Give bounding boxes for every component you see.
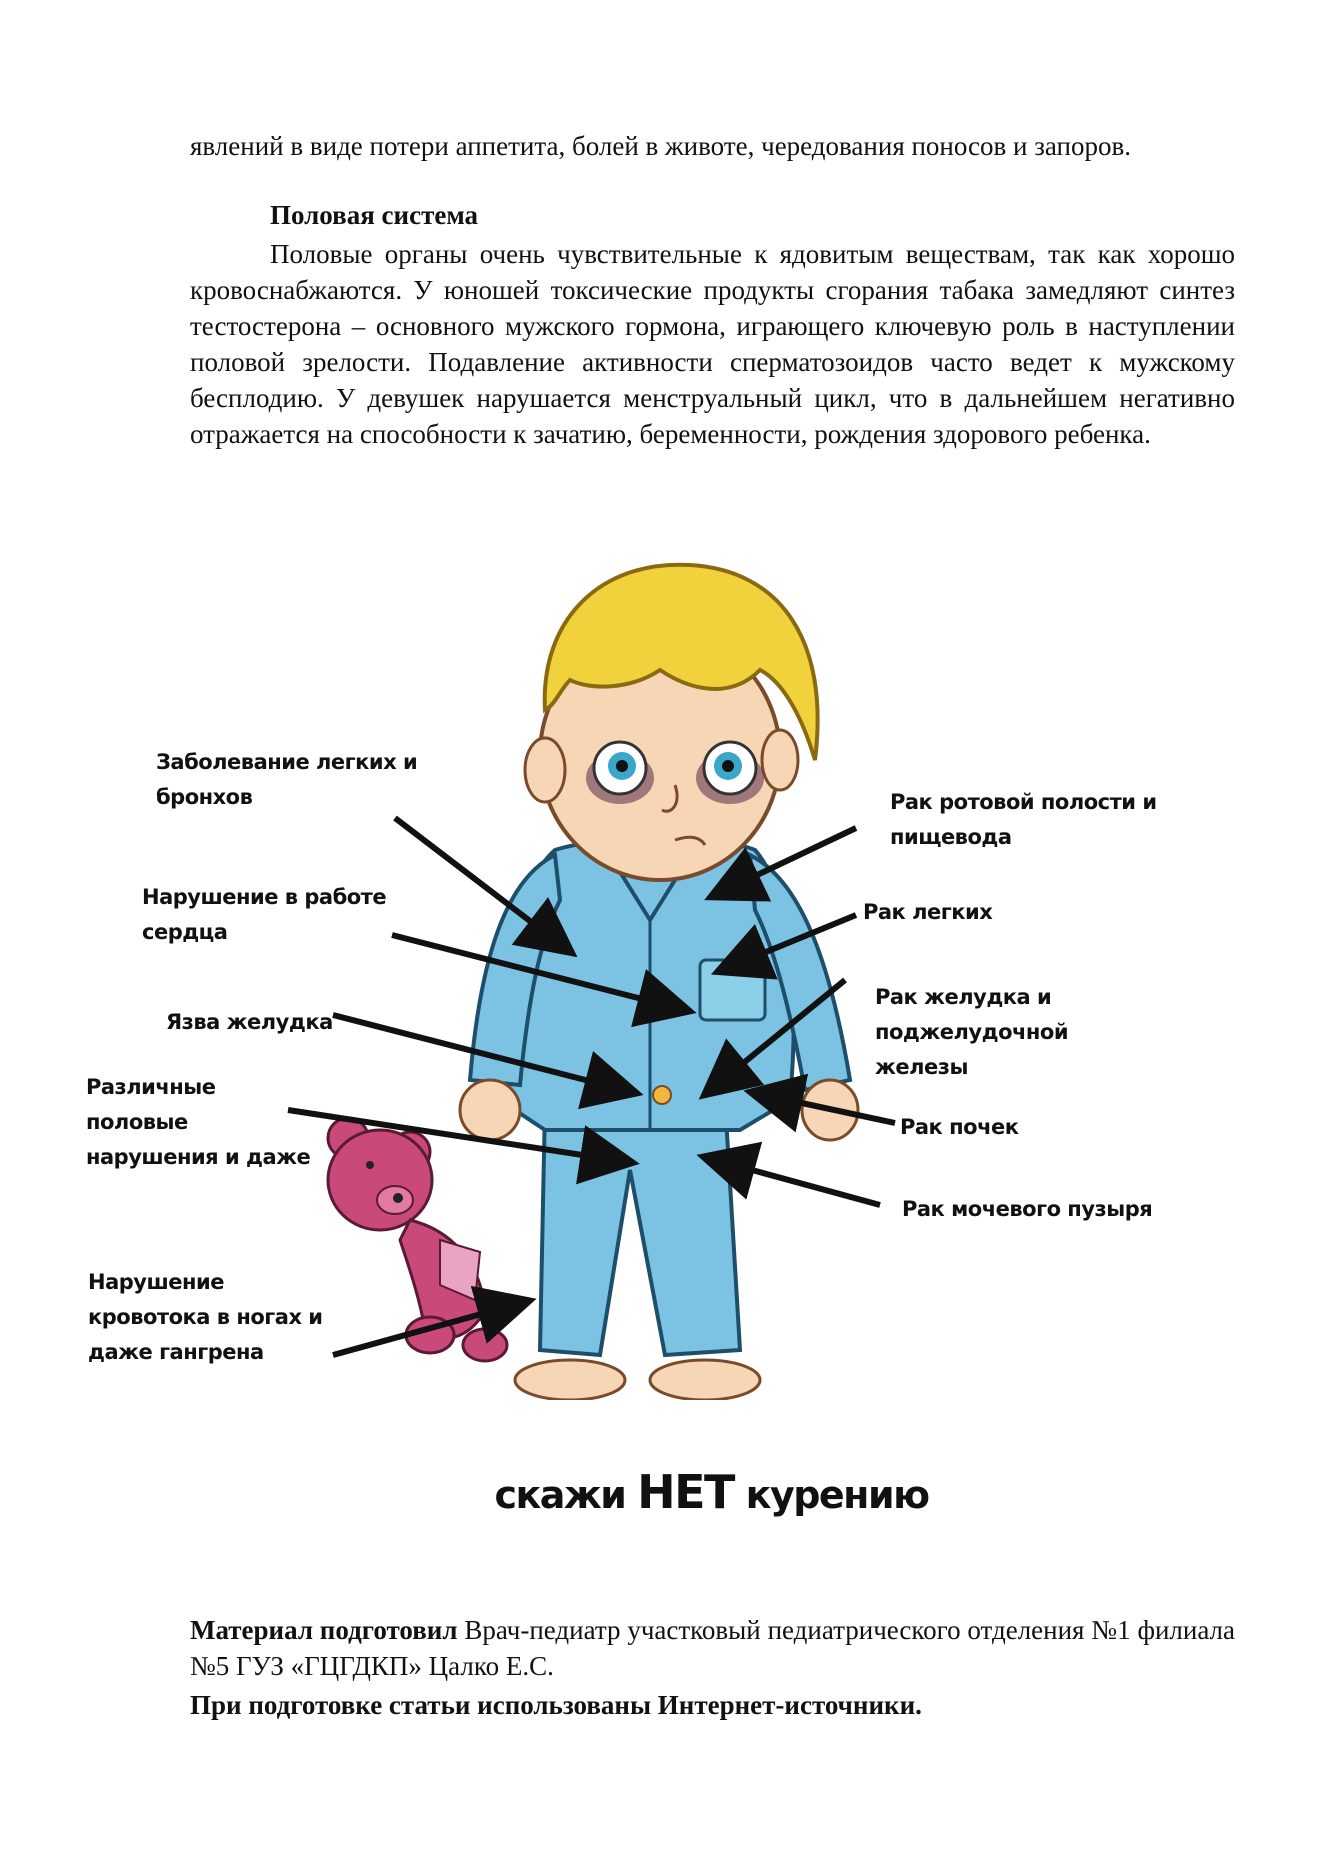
prepared-label: Материал подготовил (190, 1615, 458, 1645)
label-sexual-disorders: Различные половые нарушения и даже (86, 1075, 311, 1169)
slogan (0, 1465, 1323, 1519)
label-heart: Нарушение в работе сердца (142, 885, 387, 944)
slogan-after: курению (733, 1473, 929, 1517)
prepared-by (190, 1612, 1235, 1684)
label-mouth-cancer: Рак ротовой полости и пищевода (890, 790, 1157, 849)
boy-figure (460, 565, 858, 1400)
label-stomach-ulcer: Язва желудка (166, 1010, 333, 1034)
slogan-emphasis: НЕТ (637, 1465, 734, 1519)
label-leg-circulation: Нарушение кровотока в ногах и даже гангрена (88, 1270, 323, 1364)
label-kidney-cancer: Рак почек (900, 1115, 1019, 1139)
body-paragraph: Половые органы очень чувствительные к ядовитым веществам, так как хорошо кровоснабжаются. У юношей токсические продукты сгорания табака замедляют синтез тестостерона – основного мужского гормона, играющего ключевую роль в наступлении половой зрелости. Подавление активности сперматозоидов часто ведет к мужскому бесплодию. У девушек нарушается менструальный цикл, что в дальнейшем негативно отражается на способности к зачатию, беременности, рождения здорового ребенка. (190, 239, 1235, 449)
label-stomach-cancer: Рак желудка и поджелудочной железы (875, 985, 1069, 1079)
prepared-text: Врач-педиатр участковый педиатрического отделения №1 филиала №5 ГУЗ «ГЦГДКП» Цалко Е.С. (190, 1615, 1235, 1681)
intro-paragraph: явлений в виде потери аппетита, болей в животе, чередования поносов и запоров. (190, 131, 1131, 161)
section-heading: Половая система (270, 200, 479, 230)
label-lungs-disease: Заболевание легких и бронхов (156, 750, 418, 809)
teddy-bear (328, 1118, 507, 1361)
slogan-before: скажи (494, 1473, 638, 1517)
arrow-bladder (708, 1158, 880, 1205)
label-bladder-cancer: Рак мочевого пузыря (902, 1197, 1153, 1221)
sources-note: При подготовке статьи использованы Интернет-источники. (190, 1690, 922, 1720)
label-lung-cancer: Рак легких (863, 900, 993, 924)
